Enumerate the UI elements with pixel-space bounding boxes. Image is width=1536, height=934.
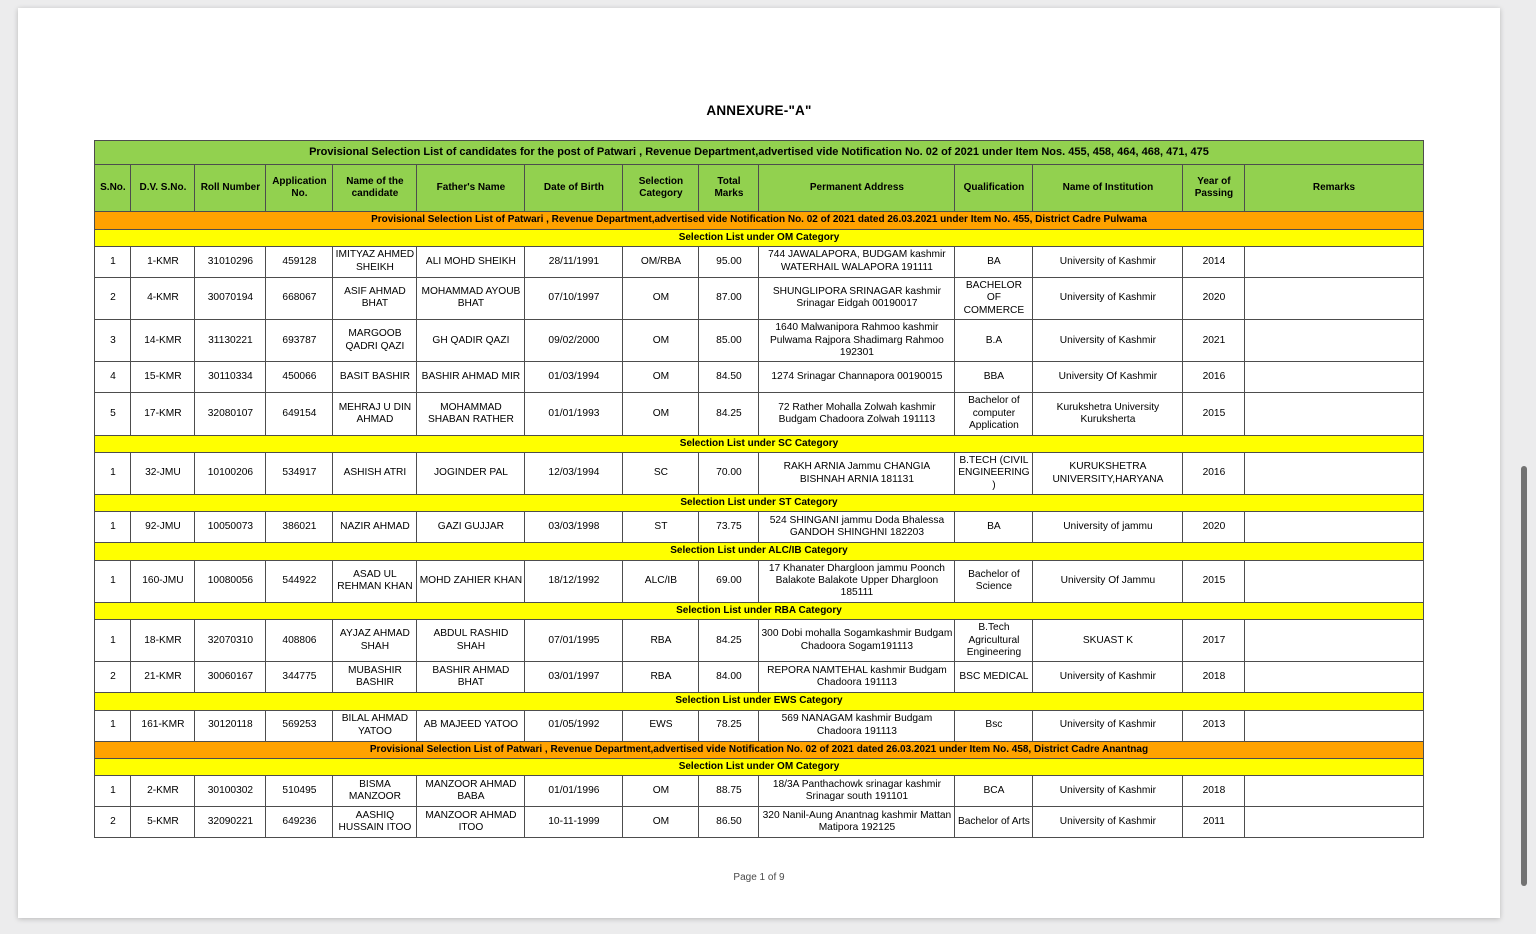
cell-address: 1640 Malwanipora Rahmoo kashmir Pulwama Rajpora Shadimarg Rahmoo 192301 (759, 320, 955, 362)
category-section-banner (95, 435, 1423, 452)
document-page (18, 8, 1500, 918)
cell-qualification: Bachelor of Arts (955, 806, 1033, 837)
category-section-banner (95, 758, 1423, 775)
column-header-7 (623, 165, 699, 212)
cell-qualification: BACHELOR OF COMMERCE (955, 277, 1033, 319)
cell-application-no: 450066 (266, 362, 333, 393)
cell-roll-number: 30070194 (195, 277, 266, 319)
cell-roll-number: 10080056 (195, 560, 266, 602)
cell-category: OM (623, 362, 699, 393)
cell-dob: 28/11/1991 (525, 246, 623, 277)
column-header-10 (955, 165, 1033, 212)
cell-institution: University of Kashmir (1033, 775, 1183, 806)
cell-total-marks: 95.00 (699, 246, 759, 277)
cell-category: OM (623, 775, 699, 806)
cell-category: OM (623, 277, 699, 319)
category-section-banner (95, 495, 1423, 512)
cell-name: AYJAZ AHMAD SHAH (333, 620, 417, 662)
column-header-line1: D.V. S.No. (139, 182, 187, 194)
cell-institution: KURUKSHETRA UNIVERSITY,HARYANA (1033, 452, 1183, 494)
district-banner-text: Provisional Selection List of Patwari , Revenue Department,advertised vide Notification No. 02 of 2021 dated 26.03.2021 under Item No. 458, District Cadre Anantnag (95, 741, 1423, 758)
column-header-0 (95, 165, 131, 212)
cell-application-no: 668067 (266, 277, 333, 319)
category-section-banner (95, 229, 1423, 246)
cell-address: 744 JAWALAPORA, BUDGAM kashmir WATERHAIL WALAPORA 191111 (759, 246, 955, 277)
cell-qualification: B.A (955, 320, 1033, 362)
cell-category: ALC/IB (623, 560, 699, 602)
cell-name: MARGOOB QADRI QAZI (333, 320, 417, 362)
cell-name: BISMA MANZOOR (333, 775, 417, 806)
category-banner-text: Selection List under ALC/IB Category (95, 543, 1423, 560)
column-header-line1: Permanent Address (809, 182, 904, 194)
cell-sno: 3 (95, 320, 131, 362)
column-header-line2: No. (291, 188, 308, 200)
cell-name: NAZIR AHMAD (333, 512, 417, 543)
cell-dob: 01/01/1996 (525, 775, 623, 806)
cell-application-no: 544922 (266, 560, 333, 602)
cell-year: 2014 (1183, 246, 1245, 277)
cell-address: RAKH ARNIA Jammu CHANGIA BISHNAH ARNIA 181131 (759, 452, 955, 494)
cell-sno: 1 (95, 452, 131, 494)
column-header-line1: Roll Number (200, 182, 261, 194)
cell-dv-sno: 161-KMR (131, 710, 195, 741)
cell-year: 2013 (1183, 710, 1245, 741)
cell-total-marks: 69.00 (699, 560, 759, 602)
cell-sno: 2 (95, 662, 131, 693)
cell-institution: University of jammu (1033, 512, 1183, 543)
district-banner-text: Provisional Selection List of Patwari , Revenue Department,advertised vide Notification No. 02 of 2021 dated 26.03.2021 under Item No. 455, District Cadre Pulwama (95, 212, 1423, 229)
cell-remarks (1245, 277, 1423, 319)
cell-total-marks: 88.75 (699, 775, 759, 806)
cell-category: RBA (623, 662, 699, 693)
cell-qualification: BBA (955, 362, 1033, 393)
annexure-title: ANNEXURE-"A" (706, 103, 812, 118)
category-banner-text: Selection List under RBA Category (95, 602, 1423, 619)
table-row (95, 452, 1423, 494)
cell-institution: University of Kashmir (1033, 806, 1183, 837)
cell-roll-number: 32070310 (195, 620, 266, 662)
cell-qualification: Bachelor of Science (955, 560, 1033, 602)
cell-application-no: 510495 (266, 775, 333, 806)
cell-dob: 10-11-1999 (525, 806, 623, 837)
cell-qualification: BSC MEDICAL (955, 662, 1033, 693)
cell-sno: 5 (95, 393, 131, 435)
column-header-line2: Passing (1194, 188, 1234, 200)
cell-year: 2021 (1183, 320, 1245, 362)
cell-category: EWS (623, 710, 699, 741)
cell-name: BILAL AHMAD YATOO (333, 710, 417, 741)
cell-father-name: MANZOOR AHMAD ITOO (417, 806, 525, 837)
cell-roll-number: 30100302 (195, 775, 266, 806)
cell-remarks (1245, 560, 1423, 602)
cell-father-name: MOHAMMAD AYOUB BHAT (417, 277, 525, 319)
cell-sno: 1 (95, 710, 131, 741)
cell-dv-sno: 32-JMU (131, 452, 195, 494)
cell-institution: University of Kashmir (1033, 710, 1183, 741)
cell-remarks (1245, 620, 1423, 662)
cell-address: 300 Dobi mohalla Sogamkashmir Budgam Chadoora Sogam191113 (759, 620, 955, 662)
cell-application-no: 386021 (266, 512, 333, 543)
cell-year: 2020 (1183, 277, 1245, 319)
cell-application-no: 344775 (266, 662, 333, 693)
table-row (95, 393, 1423, 435)
cell-sno: 1 (95, 560, 131, 602)
cell-sno: 1 (95, 775, 131, 806)
cell-dob: 01/05/1992 (525, 710, 623, 741)
cell-qualification: BA (955, 512, 1033, 543)
table-row (95, 620, 1423, 662)
table-row (95, 710, 1423, 741)
cell-dv-sno: 5-KMR (131, 806, 195, 837)
cell-remarks (1245, 320, 1423, 362)
cell-qualification: B.TECH (CIVIL ENGINEERING) (955, 452, 1033, 494)
cell-total-marks: 84.00 (699, 662, 759, 693)
cell-remarks (1245, 662, 1423, 693)
cell-qualification: BA (955, 246, 1033, 277)
cell-father-name: ALI MOHD SHEIKH (417, 246, 525, 277)
cell-application-no: 569253 (266, 710, 333, 741)
cell-name: BASIT BASHIR (333, 362, 417, 393)
category-section-banner (95, 543, 1423, 560)
district-section-banner (95, 741, 1423, 758)
cell-address: 320 Nanil-Aung Anantnag kashmir Mattan Matipora 192125 (759, 806, 955, 837)
table-row (95, 246, 1423, 277)
cell-total-marks: 85.00 (699, 320, 759, 362)
cell-institution: SKUAST K (1033, 620, 1183, 662)
column-header-line1: Remarks (1312, 182, 1356, 194)
column-header-8 (699, 165, 759, 212)
cell-dob: 01/03/1994 (525, 362, 623, 393)
cell-total-marks: 86.50 (699, 806, 759, 837)
cell-dob: 03/03/1998 (525, 512, 623, 543)
cell-remarks (1245, 775, 1423, 806)
cell-institution: University of Kashmir (1033, 662, 1183, 693)
cell-remarks (1245, 452, 1423, 494)
cell-institution: University of Kashmir (1033, 277, 1183, 319)
cell-institution: University Of Jammu (1033, 560, 1183, 602)
cell-address: 524 SHINGANI jammu Doda Bhalessa GANDOH SHINGHNI 182203 (759, 512, 955, 543)
cell-father-name: MOHAMMAD SHABAN RATHER (417, 393, 525, 435)
cell-dob: 18/12/1992 (525, 560, 623, 602)
table-row (95, 662, 1423, 693)
cell-sno: 4 (95, 362, 131, 393)
cell-category: OM/RBA (623, 246, 699, 277)
cell-total-marks: 73.75 (699, 512, 759, 543)
cell-dob: 01/01/1993 (525, 393, 623, 435)
cell-roll-number: 32080107 (195, 393, 266, 435)
cell-dob: 07/10/1997 (525, 277, 623, 319)
table-row (95, 560, 1423, 602)
column-header-9 (759, 165, 955, 212)
cell-category: ST (623, 512, 699, 543)
cell-roll-number: 30110334 (195, 362, 266, 393)
cell-father-name: JOGINDER PAL (417, 452, 525, 494)
cell-father-name: AB MAJEED YATOO (417, 710, 525, 741)
cell-dv-sno: 92-JMU (131, 512, 195, 543)
cell-application-no: 459128 (266, 246, 333, 277)
column-header-2 (195, 165, 266, 212)
column-header-12 (1183, 165, 1245, 212)
cell-dv-sno: 1-KMR (131, 246, 195, 277)
table-row (95, 362, 1423, 393)
cell-address: 17 Khanater Dhargloon jammu Poonch Balakote Balakote Upper Dhargloon 185111 (759, 560, 955, 602)
column-header-1 (131, 165, 195, 212)
cell-address: SHUNGLIPORA SRINAGAR kashmir Srinagar Eidgah 00190017 (759, 277, 955, 319)
table-row (95, 775, 1423, 806)
cell-year: 2015 (1183, 560, 1245, 602)
cell-year: 2018 (1183, 775, 1245, 806)
district-section-banner (95, 212, 1423, 229)
column-header-11 (1033, 165, 1183, 212)
category-section-banner (95, 602, 1423, 619)
cell-roll-number: 10050073 (195, 512, 266, 543)
cell-name: ASHISH ATRI (333, 452, 417, 494)
cell-application-no: 693787 (266, 320, 333, 362)
cell-category: RBA (623, 620, 699, 662)
cell-roll-number: 31010296 (195, 246, 266, 277)
cell-year: 2020 (1183, 512, 1245, 543)
cell-address: 1274 Srinagar Channapora 00190015 (759, 362, 955, 393)
cell-category: OM (623, 393, 699, 435)
cell-roll-number: 32090221 (195, 806, 266, 837)
vertical-scrollbar[interactable] (1519, 0, 1533, 934)
category-banner-text: Selection List under SC Category (95, 435, 1423, 452)
cell-name: ASAD UL REHMAN KHAN (333, 560, 417, 602)
cell-dob: 09/02/2000 (525, 320, 623, 362)
scrollbar-thumb[interactable] (1521, 466, 1527, 886)
cell-dv-sno: 14-KMR (131, 320, 195, 362)
cell-year: 2016 (1183, 362, 1245, 393)
cell-application-no: 408806 (266, 620, 333, 662)
cell-category: OM (623, 320, 699, 362)
cell-sno: 1 (95, 246, 131, 277)
cell-father-name: GAZI GUJJAR (417, 512, 525, 543)
main-title-banner (95, 141, 1423, 165)
cell-sno: 1 (95, 620, 131, 662)
cell-qualification: Bsc (955, 710, 1033, 741)
column-header-3 (266, 165, 333, 212)
cell-dv-sno: 4-KMR (131, 277, 195, 319)
column-header-line1: Total (717, 176, 741, 188)
cell-total-marks: 84.25 (699, 393, 759, 435)
cell-address: 18/3A Panthachowk srinagar kashmir Srinagar south 191101 (759, 775, 955, 806)
column-header-13 (1245, 165, 1423, 212)
cell-application-no: 649154 (266, 393, 333, 435)
cell-father-name: BASHIR AHMAD BHAT (417, 662, 525, 693)
column-header-line1: Qualification (963, 182, 1025, 194)
cell-address: 72 Rather Mohalla Zolwah kashmir Budgam Chadoora Zolwah 191113 (759, 393, 955, 435)
cell-sno: 2 (95, 806, 131, 837)
column-header-line1: S.No. (100, 182, 126, 194)
cell-dv-sno: 18-KMR (131, 620, 195, 662)
table-row (95, 277, 1423, 319)
cell-qualification: BCA (955, 775, 1033, 806)
column-header-line2: Marks (714, 188, 744, 200)
cell-remarks (1245, 362, 1423, 393)
cell-institution: University of Kashmir (1033, 246, 1183, 277)
table-row (95, 512, 1423, 543)
column-header-line2: Category (639, 188, 683, 200)
cell-institution: University of Kashmir (1033, 320, 1183, 362)
category-banner-text: Selection List under OM Category (95, 758, 1423, 775)
cell-dv-sno: 2-KMR (131, 775, 195, 806)
cell-sno: 2 (95, 277, 131, 319)
cell-application-no: 649236 (266, 806, 333, 837)
cell-total-marks: 78.25 (699, 710, 759, 741)
cell-remarks (1245, 512, 1423, 543)
cell-name: AASHIQ HUSSAIN ITOO (333, 806, 417, 837)
cell-year: 2016 (1183, 452, 1245, 494)
cell-father-name: MANZOOR AHMAD BABA (417, 775, 525, 806)
column-header-line1: Date of Birth (543, 182, 604, 194)
cell-roll-number: 10100206 (195, 452, 266, 494)
category-banner-text: Selection List under ST Category (95, 495, 1423, 512)
column-header-line1: Name of Institution (1062, 182, 1154, 194)
cell-dob: 07/01/1995 (525, 620, 623, 662)
cell-total-marks: 87.00 (699, 277, 759, 319)
cell-dv-sno: 17-KMR (131, 393, 195, 435)
cell-name: MEHRAJ U DIN AHMAD (333, 393, 417, 435)
category-section-banner (95, 693, 1423, 710)
cell-father-name: BASHIR AHMAD MIR (417, 362, 525, 393)
cell-qualification: B.Tech Agricultural Engineering (955, 620, 1033, 662)
cell-remarks (1245, 393, 1423, 435)
cell-year: 2011 (1183, 806, 1245, 837)
column-header-line1: Father's Name (436, 182, 506, 194)
cell-category: OM (623, 806, 699, 837)
column-header-line1: Selection (638, 176, 684, 188)
table-row (95, 320, 1423, 362)
cell-remarks (1245, 246, 1423, 277)
cell-father-name: GH QADIR QAZI (417, 320, 525, 362)
cell-year: 2017 (1183, 620, 1245, 662)
column-header-line1: Year of (1197, 176, 1231, 188)
column-header-row (95, 165, 1423, 212)
cell-dv-sno: 160-JMU (131, 560, 195, 602)
cell-remarks (1245, 806, 1423, 837)
column-header-6 (525, 165, 623, 212)
cell-application-no: 534917 (266, 452, 333, 494)
cell-category: SC (623, 452, 699, 494)
page-number-footer: Page 1 of 9 (733, 871, 785, 883)
cell-name: MUBASHIR BASHIR (333, 662, 417, 693)
cell-sno: 1 (95, 512, 131, 543)
column-header-line1: Name of the (346, 176, 404, 188)
table-row (95, 806, 1423, 837)
column-header-line1: Application (272, 176, 327, 188)
cell-total-marks: 70.00 (699, 452, 759, 494)
category-banner-text: Selection List under OM Category (95, 229, 1423, 246)
column-header-4 (333, 165, 417, 212)
cell-roll-number: 30060167 (195, 662, 266, 693)
column-header-5 (417, 165, 525, 212)
cell-year: 2018 (1183, 662, 1245, 693)
main-title-banner-text: Provisional Selection List of candidates for the post of Patwari , Revenue Department,advertised vide Notification No. 02 of 2021 under Item Nos. 455, 458, 464, 468, 471, 475 (95, 141, 1423, 165)
cell-dv-sno: 21-KMR (131, 662, 195, 693)
cell-roll-number: 31130221 (195, 320, 266, 362)
cell-year: 2015 (1183, 393, 1245, 435)
cell-father-name: ABDUL RASHID SHAH (417, 620, 525, 662)
category-banner-text: Selection List under EWS Category (95, 693, 1423, 710)
cell-name: ASIF AHMAD BHAT (333, 277, 417, 319)
cell-qualification: Bachelor of computer Application (955, 393, 1033, 435)
cell-name: IMITYAZ AHMED SHEIKH (333, 246, 417, 277)
cell-dob: 12/03/1994 (525, 452, 623, 494)
cell-total-marks: 84.50 (699, 362, 759, 393)
cell-father-name: MOHD ZAHIER KHAN (417, 560, 525, 602)
cell-dob: 03/01/1997 (525, 662, 623, 693)
cell-institution: University Of Kashmir (1033, 362, 1183, 393)
cell-institution: Kurukshetra University Kuruksherta (1033, 393, 1183, 435)
cell-remarks (1245, 710, 1423, 741)
cell-address: 569 NANAGAM kashmir Budgam Chadoora 191113 (759, 710, 955, 741)
cell-dv-sno: 15-KMR (131, 362, 195, 393)
cell-roll-number: 30120118 (195, 710, 266, 741)
column-header-line2: candidate (351, 188, 399, 200)
cell-address: REPORA NAMTEHAL kashmir Budgam Chadoora 191113 (759, 662, 955, 693)
selection-list-table (94, 140, 1423, 838)
cell-total-marks: 84.25 (699, 620, 759, 662)
